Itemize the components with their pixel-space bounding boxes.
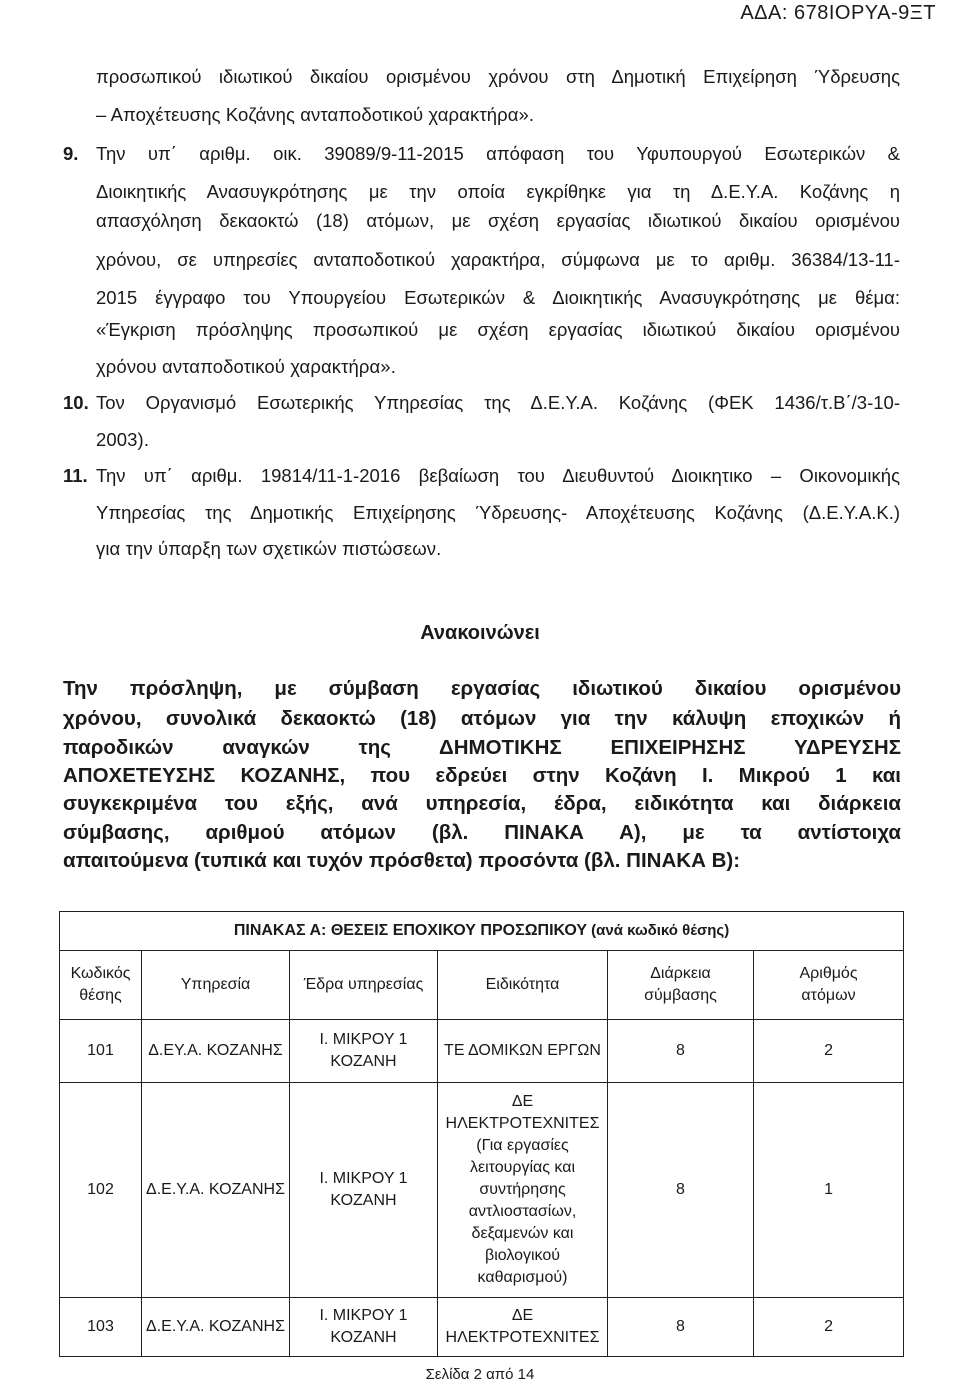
bold-line: συγκεκριμένα του εξής, ανά υπηρεσία, έδρα, ειδικότητα και διάρκεια — [63, 792, 901, 815]
cell-seat: Ι. ΜΙΚΡΟΥ 1 ΚΟΖΑΝΗ — [290, 1083, 438, 1298]
item-number: 9. — [63, 143, 79, 164]
cell-code: 103 — [60, 1298, 142, 1357]
cell-service: Δ.Ε.Υ.Α. ΚΟΖΑΝΗΣ — [142, 1083, 290, 1298]
text-line: «Έγκριση πρόσληψης προσωπικού με σχέση εργασίας ιδιωτικού δικαίου ορισμένου — [96, 319, 900, 340]
header-specialty: Ειδικότητα — [438, 951, 608, 1020]
header-duration: Διάρκεια σύμβασης — [608, 951, 754, 1020]
header-count: Αριθμός ατόμων — [754, 951, 904, 1020]
text-line: Την υπ΄ αριθμ. οικ. 39089/9-11-2015 απόφαση του Υφυπουργού Εσωτερικών & — [96, 143, 900, 164]
cell-count: 2 — [754, 1020, 904, 1083]
positions-table — [59, 911, 904, 1357]
text-line: Υπηρεσίας της Δημοτικής Επιχείρησης Ύδρευσης- Αποχέτευσης Κοζάνης (Δ.Ε.Υ.Α.Κ.) — [96, 502, 900, 523]
item-number: 10. — [63, 392, 89, 413]
text-line: απασχόληση δεκαοκτώ (18) ατόμων, με σχέση εργασίας ιδιωτικού δικαίου ορισμένου — [96, 210, 900, 231]
table-row — [60, 1298, 904, 1357]
text-line: 2015 έγγραφο του Υπουργείου Εσωτερικών & Διοικητικής Ανασυγκρότησης με θέμα: — [96, 287, 900, 308]
text-line: χρόνου, σε υπηρεσίες ανταποδοτικού χαρακτήρα, σύμφωνα με το αριθμ. 36384/13-11- — [96, 249, 900, 270]
cell-service: Δ.ΕΥ.Α. ΚΟΖΑΝΗΣ — [142, 1020, 290, 1083]
item-number: 11. — [63, 465, 88, 486]
bold-line: απαιτούμενα (τυπικά και τυχόν πρόσθετα) προσόντα (βλ. ΠΙΝΑΚΑ Β): — [63, 849, 741, 872]
table-row — [60, 1020, 904, 1083]
bold-line: σύμβασης, αριθμού ατόμων (βλ. ΠΙΝΑΚΑ Α), με τα αντίστοιχα — [63, 821, 901, 844]
text-line: προσωπικού ιδιωτικού δικαίου ορισμένου χρόνου στη Δημοτική Επιχείρηση Ύδρευσης — [96, 66, 900, 87]
cell-specialty: ΔΕ ΗΛΕΚΤΡΟΤΕΧΝΙΤΕΣ (Για εργασίες λειτουργίας και συντήρησης αντλιοστασίων, δεξαμενών και βιολογικού καθαρισμού) — [438, 1083, 608, 1298]
cell-duration: 8 — [608, 1083, 754, 1298]
page-footer: Σελίδα 2 από 14 — [425, 1366, 535, 1383]
cell-code: 102 — [60, 1083, 142, 1298]
cell-service: Δ.Ε.Υ.Α. ΚΟΖΑΝΗΣ — [142, 1298, 290, 1357]
header-service: Υπηρεσία — [142, 951, 290, 1020]
cell-specialty: ΤΕ ΔΟΜΙΚΩΝ ΕΡΓΩΝ — [438, 1020, 608, 1083]
text-line: Τον Οργανισμό Εσωτερικής Υπηρεσίας της Δ.Ε.Υ.Α. Κοζάνης (ΦΕΚ 1436/τ.Β΄/3-10- — [96, 392, 900, 413]
bold-line: παροδικών αναγκών της ΔΗΜΟΤΙΚΗΣ ΕΠΙΧΕΙΡΗΣΗΣ ΥΔΡΕΥΣΗΣ — [63, 736, 901, 759]
bold-line: χρόνου, συνολικά δεκαοκτώ (18) ατόμων για την κάλυψη εποχικών ή — [63, 707, 901, 730]
text-line: 2003). — [96, 429, 150, 450]
header-seat: Έδρα υπηρεσίας — [290, 951, 438, 1020]
cell-duration: 8 — [608, 1298, 754, 1357]
table-row — [60, 1083, 904, 1298]
text-line: Την υπ΄ αριθμ. 19814/11-1-2016 βεβαίωση του Διευθυντού Διοικητικο – Οικονομικής — [96, 465, 900, 486]
text-line: χρόνου ανταποδοτικού χαρακτήρα». — [96, 356, 396, 377]
table-header-row — [60, 951, 904, 1020]
bold-line: Την πρόσληψη, με σύμβαση εργασίας ιδιωτικού δικαίου ορισμένου — [63, 677, 901, 700]
header-code: Κωδικός θέσης — [60, 951, 142, 1020]
text-line: Διοικητικής Ανασυγκρότησης με την οποία εγκρίθηκε για τη Δ.Ε.Υ.Α. Κοζάνης η — [96, 181, 900, 202]
cell-duration: 8 — [608, 1020, 754, 1083]
table-caption: ΠΙΝΑΚΑΣ Α: ΘΕΣΕΙΣ ΕΠΟΧΙΚΟΥ ΠΡΟΣΩΠΙΚΟΥ (ανά κωδικό θέσης) — [60, 912, 904, 951]
announcement-heading: Ανακοινώνει — [420, 622, 540, 644]
cell-seat: Ι. ΜΙΚΡΟΥ 1 ΚΟΖΑΝΗ — [290, 1298, 438, 1357]
cell-count: 1 — [754, 1083, 904, 1298]
cell-count: 2 — [754, 1298, 904, 1357]
cell-specialty: ΔΕ ΗΛΕΚΤΡΟΤΕΧΝΙΤΕΣ — [438, 1298, 608, 1357]
cell-code: 101 — [60, 1020, 142, 1083]
ada-code: ΑΔΑ: 678ΙΟΡΥΑ-9ΞΤ — [740, 2, 936, 24]
bold-line: ΑΠΟΧΕΤΕΥΣΗΣ ΚΟΖΑΝΗΣ, που εδρεύει στην Κοζάνη Ι. Μικρού 1 και — [63, 764, 901, 787]
text-line: για την ύπαρξη των σχετικών πιστώσεων. — [96, 538, 442, 559]
text-line: – Αποχέτευσης Κοζάνης ανταποδοτικού χαρακτήρα». — [96, 104, 535, 125]
cell-seat: Ι. ΜΙΚΡΟΥ 1 ΚΟΖΑΝΗ — [290, 1020, 438, 1083]
